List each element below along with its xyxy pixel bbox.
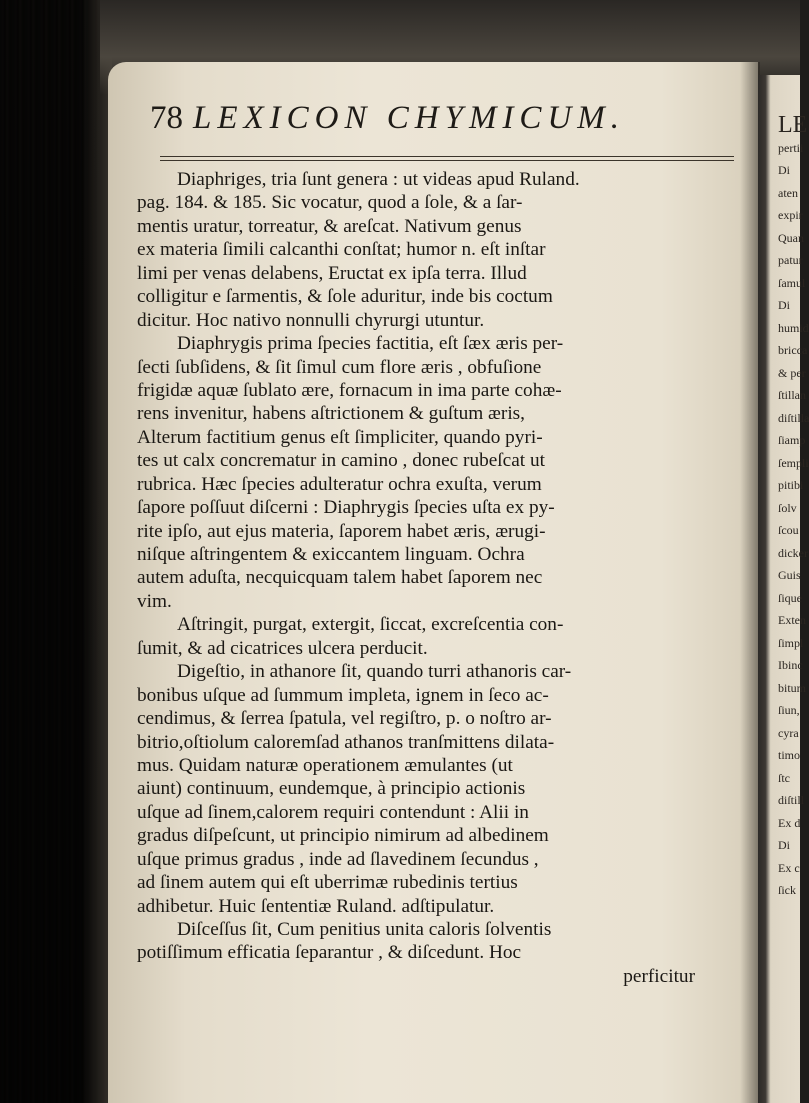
- facing-page-fragment: ſtc: [778, 770, 790, 785]
- facing-page-fragment: Quan: [778, 230, 804, 245]
- text-line: Diaphrygis prima ſpecies factitia, eſt ſæx æris per-: [177, 333, 564, 355]
- text-line: uſque primus gradus , inde ad ſlavedinem ſecundus ,: [137, 848, 539, 870]
- facing-page-edge: [758, 75, 809, 1103]
- text-line: gradus diſpeſcunt, ut principio nimirum ad albedinem: [137, 825, 549, 847]
- facing-page-fragment: pitibi: [778, 478, 804, 492]
- facing-page-fragment: expir: [778, 208, 803, 222]
- text-line: mus. Quidam naturæ operationem æmulantes (ut: [137, 754, 513, 776]
- facing-page-fragment: Ex d: [778, 815, 801, 830]
- facing-page-fragment: dicker: [778, 545, 808, 560]
- facing-page-fragment: bitum: [778, 680, 807, 695]
- text-line: vim.: [137, 590, 172, 612]
- page-number: 78: [150, 100, 183, 136]
- text-line: Digeſtio, in athanore ſit, quando turri athanoris car-: [177, 661, 572, 683]
- text-line: bonibus uſque ad ſummum impleta, ignem in ſeco ac-: [137, 684, 549, 706]
- text-line: mentis uratur, torreatur, & areſcat. Nativum genus: [137, 215, 522, 237]
- facing-page-fragment: ſtillan: [778, 388, 806, 402]
- facing-page-fragment: Di: [778, 298, 790, 312]
- text-line: aiunt) continuum, eundemque, à principio actionis: [137, 778, 526, 800]
- running-header: [150, 100, 735, 142]
- facing-page-fragment: patur: [778, 253, 803, 267]
- text-line: perficitur: [623, 965, 695, 987]
- text-line: ſumit, & ad cicatrices ulcera perducit.: [137, 637, 428, 659]
- facing-page-fragment: humid: [778, 320, 809, 335]
- text-line: Diſceſſus ſit, Cum penitius unita caloris ſolventis: [177, 919, 552, 940]
- text-line: ex materia ſimili calcanthi conſtat; humor n. eſt inſtar: [137, 239, 546, 261]
- facing-page-fragment: ſolv: [778, 500, 797, 515]
- facing-page-fragment: ſick: [778, 883, 796, 897]
- text-line: niſque aſtringentem & exiccantem linguam. Ochra: [137, 544, 525, 565]
- text-line: rubrica. Hæc ſpecies adulteratur ochra exuſta, verum: [137, 473, 542, 495]
- text-line: potiſſimum efficatia ſeparantur , & diſcedunt. Hoc: [137, 942, 522, 964]
- text-line: limi per venas delabens, Eructat ex ipſa terra. Illud: [137, 262, 527, 284]
- facing-page-fragment: ſiun,: [778, 703, 800, 717]
- facing-page-fragment: cyra: [778, 725, 799, 740]
- text-line: ſecti ſubſidens, & ſit ſimul cum flore æris , obfuſione: [137, 356, 542, 378]
- text-line: adhibetur. Huic ſententiæ Ruland. adſtipulatur.: [137, 895, 495, 917]
- page-edge-shadow: [740, 62, 760, 1103]
- header-rule: [160, 156, 734, 161]
- facing-page-fragment: ſamul: [778, 275, 806, 290]
- facing-page-fragment: diſtilla: [778, 410, 809, 425]
- facing-page-fragment: timo: [778, 748, 801, 762]
- facing-page-fragment: aten: [778, 185, 798, 200]
- text-line: frigidæ aquæ ſublato ære, fornacum in ima parte cohæ-: [137, 379, 562, 401]
- facing-page-fragment: ſcou: [778, 523, 799, 537]
- facing-page-fragment: bricca: [778, 343, 808, 357]
- facing-page-fragment: pertii: [778, 140, 804, 155]
- facing-page-fragment: ſimpl: [778, 635, 804, 650]
- text-line: Diaphriges, tria ſunt genera : ut videas apud Ruland.: [177, 169, 580, 190]
- text-line: autem aduſta, necquicquam talem habet ſaporem nec: [137, 567, 543, 589]
- facing-page-fragment: ſiamp: [778, 433, 806, 447]
- book-gutter: [0, 0, 112, 1103]
- facing-page-fragment: Ex c: [778, 860, 800, 875]
- facing-page-fragment: & per: [778, 365, 806, 380]
- body-text: [137, 168, 740, 988]
- facing-page-fragment: diſtill: [778, 793, 805, 807]
- text-line: uſque ad ſinem,calorem requiri contendunt : Alii in: [137, 801, 529, 823]
- facing-page-fragment: Ibinc: [778, 658, 803, 672]
- facing-page-fragment: Di: [778, 838, 790, 852]
- header-title: LEXICON CHYMICUM.: [193, 100, 626, 136]
- text-line: rens invenitur, habens aſtrictionem & guſtum æris,: [137, 403, 525, 425]
- facing-page-fragment: ſique: [778, 590, 802, 605]
- text-line: ſapore poſſuut diſcerni : Diaphrygis ſpecies uſta ex py-: [137, 497, 555, 519]
- text-line: colligitur e ſarmentis, & ſole aduritur, inde bis coctum: [137, 286, 553, 308]
- text-line: tes ut calx concrematur in camino , donec rubeſcat ut: [137, 450, 545, 472]
- facing-page-fragment: Guis: [778, 568, 801, 582]
- facing-page-fragment: ſempli: [778, 455, 809, 470]
- text-line: rite ipſo, aut ejus materia, ſaporem habet æris, ærugi-: [137, 520, 546, 542]
- text-line: ad ſinem autem qui eſt uberrimæ rubedinis tertius: [137, 872, 518, 894]
- text-line: cendimus, & ſerrea ſpatula, vel regiſtro, p. o noſtro ar-: [137, 708, 552, 730]
- text-line: Alterum factitium genus eſt ſimpliciter, quando pyri-: [137, 426, 543, 448]
- facing-page-fragment: LE: [778, 112, 808, 138]
- text-line: pag. 184. & 185. Sic vocatur, quod a ſole, & a ſar-: [137, 192, 523, 214]
- text-line: bitrio,oſtiolum caloremſad athanos tranſmittens dilata-: [137, 731, 555, 753]
- text-line: Aſtringit, purgat, extergit, ſiccat, excreſcentia con-: [177, 614, 564, 636]
- facing-page-fragment: Di: [778, 163, 790, 177]
- text-line: dicitur. Hoc nativo nonnulli chyrurgi utuntur.: [137, 309, 485, 331]
- facing-page-fragment: Exten: [778, 613, 806, 627]
